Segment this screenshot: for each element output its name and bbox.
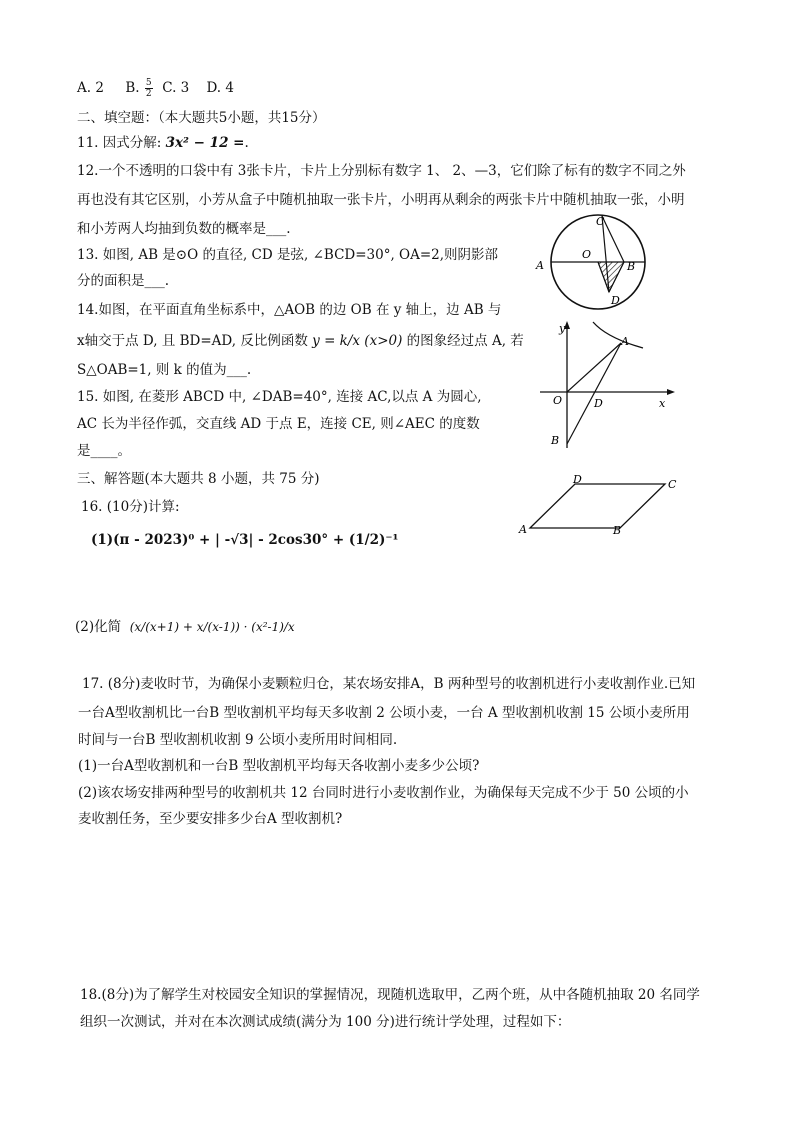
option-c: C. 3 [162, 80, 190, 96]
question-18-line-1: 18.(8分)为了解学生对校园安全知识的掌握情况，现随机选取甲，乙两个班，从中各随机抽取 20 名同学 [80, 987, 700, 1003]
question-17-line-2: 一台A型收割机比一台B 型收割机平均每天多收割 2 公顷小麦，一台 A 型收割机收割 15 公顷小麦所用 [78, 705, 690, 721]
prev-question-options [77, 78, 234, 99]
label-d: D [594, 397, 603, 410]
question-13-line-1: 13. 如图, AB 是⊙O 的直径, CD 是弦, ∠BCD=30°, OA=2,则阴影部 [77, 247, 499, 263]
rhombus-abcd [530, 484, 665, 528]
question-16-part-2-label: (2)化简 [75, 619, 122, 635]
question-15-line-3: 是____。 [77, 443, 131, 459]
fraction-denominator: 2 [145, 89, 152, 99]
option-b-label: B. [125, 80, 140, 96]
question-12-line-3: 和小芳两人均抽到负数的概率是___. [77, 221, 291, 237]
segment-oa [567, 343, 621, 392]
inverse-function-expression: y = k/x (x>0) [312, 333, 403, 349]
question-11-end: . [244, 135, 249, 151]
option-d: D. 4 [206, 80, 234, 96]
question-17-part-2-line-1: (2)该农场安排两种型号的收割机共 12 台同时进行小麦收割作业，为确保每天完成不少于 50 公顷的小 [78, 785, 689, 801]
label-a: A [519, 523, 527, 536]
label-b: B [627, 260, 636, 273]
question-17-line-3: 时间与一台B 型收割机收割 9 公顷小麦所用时间相同. [78, 732, 398, 748]
question-15-line-1: 15. 如图, 在菱形 ABCD 中, ∠DAB=40°, 连接 AC,以点 A 为圆心, [77, 389, 482, 405]
question-16-part-2 [75, 617, 295, 637]
figure-rhombus-diagram [515, 470, 690, 538]
option-b-fraction [145, 78, 153, 99]
section-3-title: 三、解答题(本大题共 8 小题，共 75 分) [77, 471, 320, 487]
question-16-part-1: (1)(π - 2023)⁰ + | -√3| - 2cos30° + (1/2)⁻¹ [91, 532, 399, 548]
label-d: D [611, 294, 620, 307]
question-12-line-1: 12.一个不透明的口袋中有 3张卡片，卡片上分别标有数字 1、 2、—3，它们除了标有的数字不同之外 [77, 163, 686, 179]
option-a: A. 2 [77, 80, 104, 96]
figure-coordinate-diagram [535, 318, 685, 453]
x-axis-arrow-icon [667, 389, 675, 395]
label-c: C [668, 478, 677, 491]
question-17-part-2-line-2: 麦收割任务，至少要安排多少台A 型收割机? [78, 811, 343, 827]
section-2-title: 二、填空题：（本大题共5小题，共15分） [77, 110, 326, 126]
question-14-line-1: 14.如图，在平面直角坐标系中，△AOB 的边 OB 在 y 轴上，边 AB 与 [77, 302, 502, 318]
question-18-line-2: 组织一次测试，并对在本次测试成绩(满分为 100 分)进行统计学处理，过程如下： [80, 1014, 571, 1030]
fraction-numerator: 5 [145, 78, 152, 88]
label-o: O [553, 394, 563, 407]
label-b: B [613, 524, 622, 537]
hyperbola-curve [593, 322, 643, 348]
label-c: C [596, 215, 605, 228]
label-d: D [573, 473, 582, 486]
question-17-line-1: 17. (8分)麦收时节，为确保小麦颗粒归仓，某农场安排A，B 两种型号的收割机进行小麦收割作业.已知 [82, 676, 696, 692]
label-a: A [621, 335, 629, 348]
label-y: y [559, 322, 566, 335]
question-11-expression: 3x² − 12 = [165, 135, 245, 151]
question-12-line-2: 再也没有其它区别，小芳从盒子中随机抽取一张卡片，小明再从剩余的两张卡片中随机抽取一张，小明 [77, 192, 685, 208]
question-17-part-1: (1)一台A型收割机和一台B 型收割机平均每天各收割小麦多少公顷? [78, 758, 480, 774]
label-x: x [659, 397, 666, 410]
label-o: O [582, 248, 592, 261]
question-15-line-2: AC 长为半径作弧，交直线 AD 于点 E，连接 CE, 则∠AEC 的度数 [77, 416, 480, 432]
question-14-line-2-end: 的图象经过点 A, 若 [406, 333, 524, 349]
question-11-text: 11. 因式分解: [77, 135, 162, 151]
label-b: B [551, 434, 560, 447]
question-16-title: 16. (10分)计算: [81, 499, 180, 515]
question-14-line-2 [77, 331, 524, 351]
question-13-line-2: 分的面积是___. [77, 273, 170, 289]
question-14-line-2-start: x轴交于点 D, 且 BD=AD, 反比例函数 [77, 333, 308, 349]
question-16-part-2-expression: (x/(x+1) + x/(x-1)) · (x²-1)/x [129, 620, 295, 634]
question-11 [77, 133, 249, 153]
segment-ab [567, 343, 621, 444]
label-a: A [536, 259, 544, 272]
question-14-line-3: S△OAB=1, 则 k 的值为___. [77, 362, 252, 378]
figure-circle-diagram [532, 212, 662, 314]
